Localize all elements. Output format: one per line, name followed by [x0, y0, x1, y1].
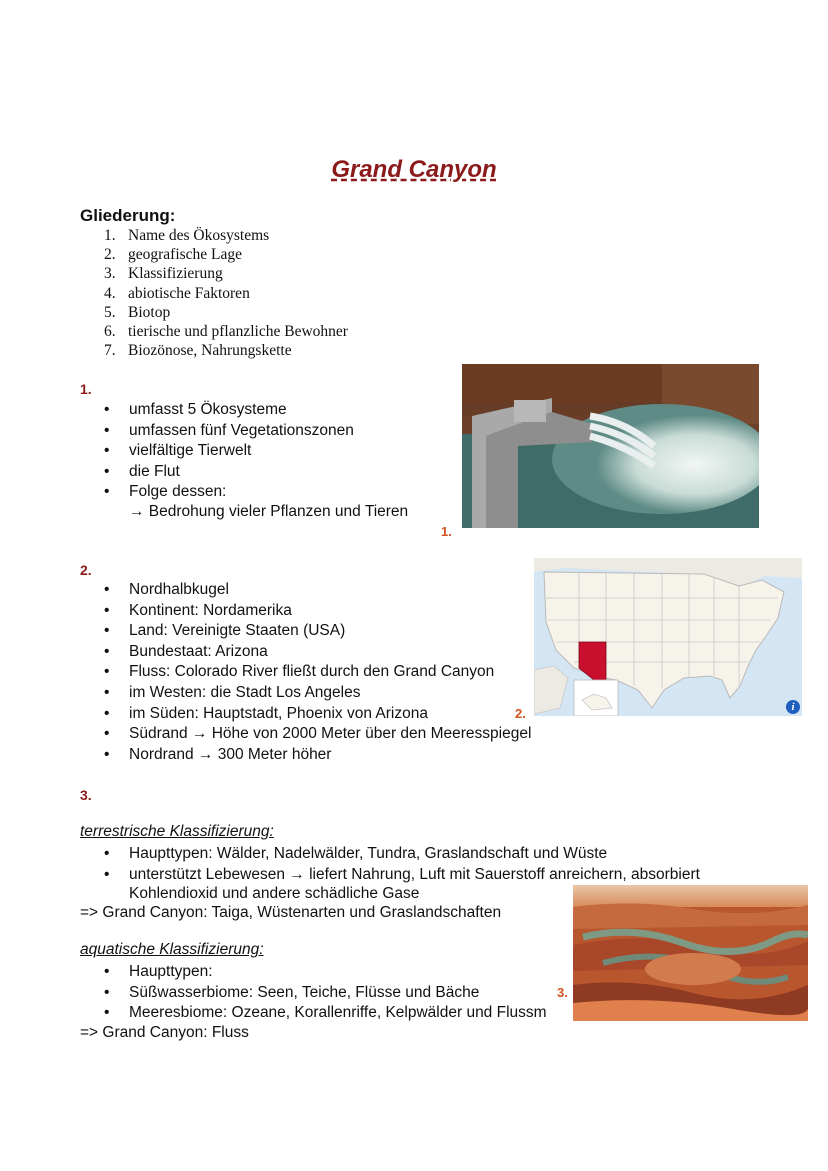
outline-heading: Gliederung: [80, 206, 176, 225]
outline-item: 5. Biotop [104, 303, 171, 321]
section-2-list [104, 580, 531, 765]
image-caption-3: 3. [557, 985, 568, 1000]
outline-item: 1. Name des Ökosystems [104, 227, 270, 244]
dam-photo-graphic [462, 364, 759, 528]
outline-item: 2. geografische Lage [104, 246, 243, 264]
outline-list [104, 226, 348, 360]
terrestrial-conclusion: => Grand Canyon: Taiga, Wüstenarten und Graslandschaften [80, 904, 502, 921]
terrestrial-list [104, 844, 700, 885]
list-item: • Kontinent: Nordamerika [104, 601, 531, 622]
list-item: • Nordhalbkugel [104, 580, 531, 601]
canyon-photo-graphic [573, 885, 808, 1021]
canyon-photo [573, 885, 808, 1021]
page-title: Grand Canyon [331, 156, 497, 183]
section-2-number: 2. [80, 562, 92, 578]
outline-item: 3. Klassifizierung [104, 265, 223, 283]
list-item: • umfassen fünf Vegetationszonen [104, 421, 354, 442]
list-item: • Nordrand → 300 Meter höher [104, 745, 531, 766]
outline-item: 4. abiotische Faktoren [104, 284, 250, 302]
terrestrial-continuation: Kohlendioxid und andere schädliche Gase [129, 885, 420, 902]
list-item: • Südrand → Höhe von 2000 Meter über den Meeresspiegel [104, 724, 531, 745]
list-item: • Süßwasserbiome: Seen, Teiche, Flüsse und Bäche [104, 983, 547, 1004]
list-item: • unterstützt Lebewesen → liefert Nahrung, Luft mit Sauerstoff anreichern, absorbiert [104, 865, 700, 886]
outline-item: 6. tierische und pflanzliche Bewohner [104, 322, 348, 340]
outline-item: 7. Biozönose, Nahrungskette [104, 342, 292, 360]
list-item: • vielfältige Tierwelt [104, 441, 354, 462]
list-item: • Meeresbiome: Ozeane, Korallenriffe, Kelpwälder und Flussm [104, 1003, 547, 1024]
section-1-list [104, 400, 354, 503]
list-item: • im Westen: die Stadt Los Angeles [104, 683, 531, 704]
aquatic-list [104, 962, 547, 1024]
section-1-number: 1. [80, 381, 92, 397]
list-item: • umfasst 5 Ökosysteme [104, 400, 354, 421]
list-item: • Haupttypen: [104, 962, 547, 983]
section-3-number: 3. [80, 787, 92, 803]
aquatic-conclusion: => Grand Canyon: Fluss [80, 1024, 249, 1041]
section-1-consequence: → Bedrohung vieler Pflanzen und Tieren [129, 503, 409, 520]
dam-photo [462, 364, 759, 528]
terrestrial-heading: terrestrische Klassifizierung: [80, 823, 274, 840]
image-caption-1: 1. [441, 524, 452, 539]
image-caption-2: 2. [515, 706, 526, 721]
list-item: • Fluss: Colorado River fließt durch den Grand Canyon [104, 662, 531, 683]
list-item: • Land: Vereinigte Staaten (USA) [104, 621, 531, 642]
list-item: • die Flut [104, 462, 354, 483]
list-item: • Haupttypen: Wälder, Nadelwälder, Tundra, Graslandschaft und Wüste [104, 844, 700, 865]
list-item: • im Süden: Hauptstadt, Phoenix von Arizona [104, 704, 531, 725]
list-item: • Folge dessen: [104, 482, 354, 503]
usa-map [534, 558, 802, 716]
aquatic-heading: aquatische Klassifizierung: [80, 941, 264, 958]
list-item: • Bundestaat: Arizona [104, 642, 531, 663]
usa-map-graphic [534, 558, 802, 716]
info-icon[interactable]: i [786, 700, 800, 714]
